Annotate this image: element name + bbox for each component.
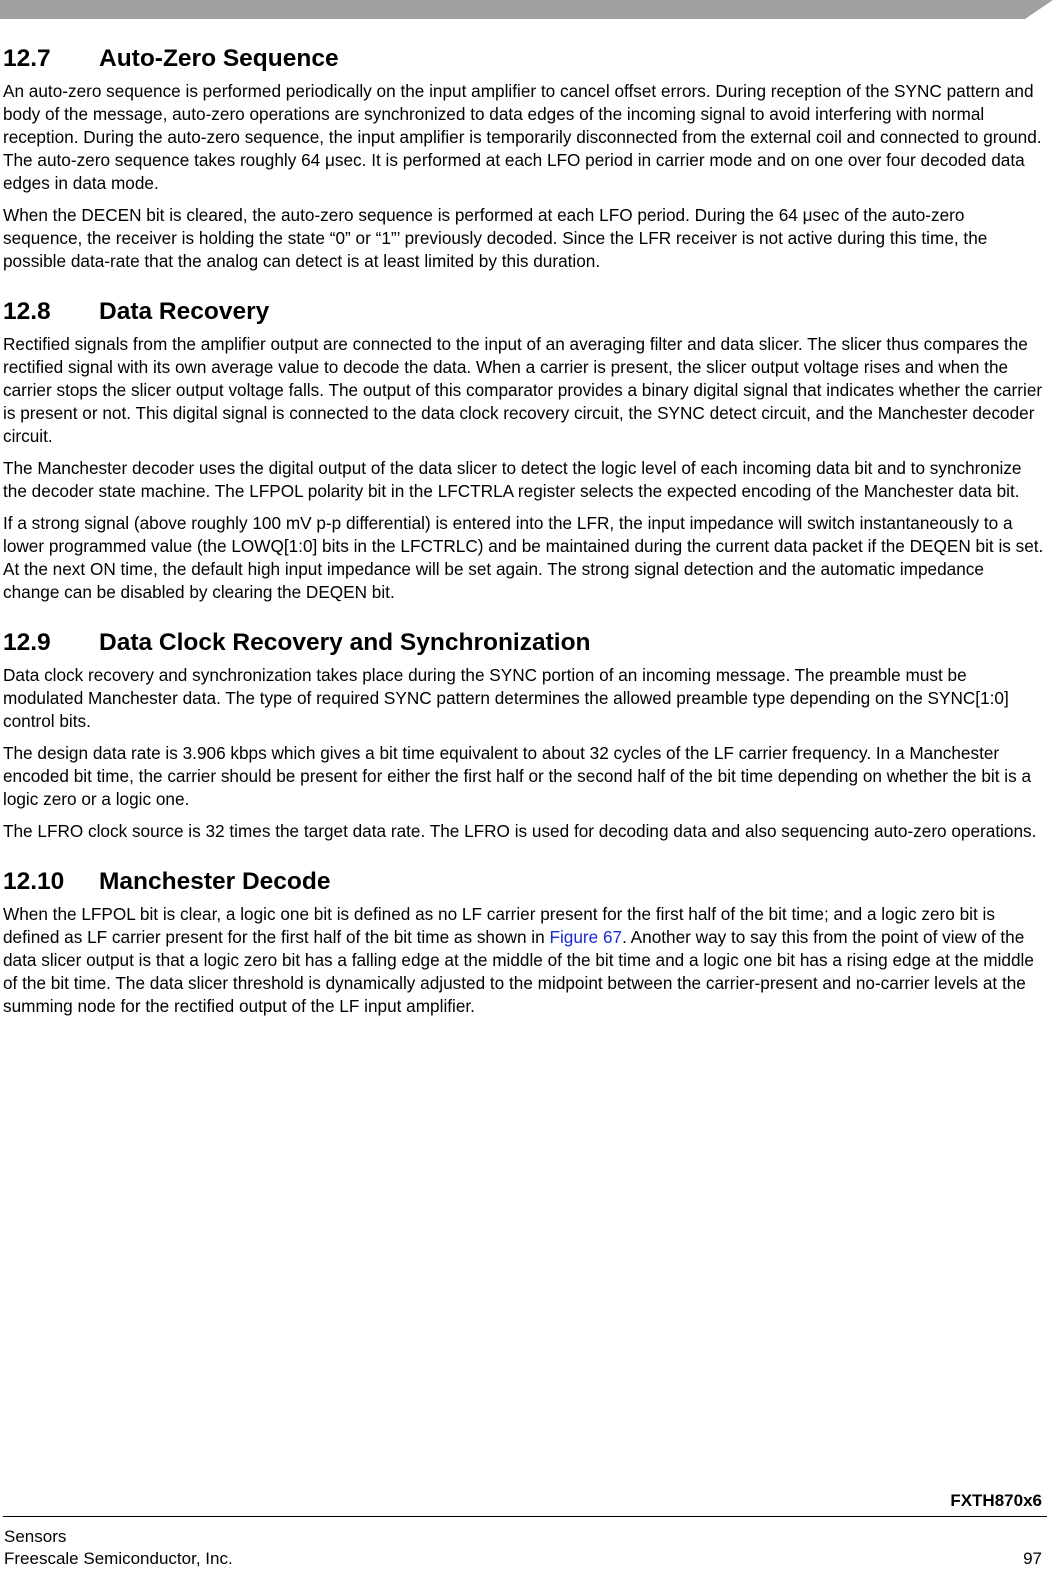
section-title: Data Clock Recovery and Synchronization (99, 629, 591, 656)
section-number: 12.7 (3, 45, 51, 72)
section-heading (3, 867, 1045, 897)
footer-divider (3, 1516, 1047, 1517)
paragraph: The design data rate is 3.906 kbps which gives a bit time equivalent to about 32 cycles of the LF carrier frequency. In a Manchester encoded bit time, the carrier should be present for either the first half or the second half of the bit time depending on whether the bit is a logic zero or a logic one. (3, 743, 1032, 809)
figure-67-link[interactable]: Figure 67 (549, 927, 623, 947)
document-id: FXTH870x6 (950, 1491, 1042, 1510)
section-heading (3, 297, 1045, 327)
section-number: 12.9 (3, 629, 51, 656)
section-12-9 (3, 628, 1045, 843)
paragraph: An auto-zero sequence is performed periodically on the input amplifier to cancel offset errors. During reception of the SYNC pattern and body of the message, auto-zero operations are synchronized to data edges of the incoming signal to avoid interfering with normal reception. During the auto-zero sequence, the input amplifier is temporarily disconnected from the external coil and connected to ground. The auto-zero sequence takes roughly 64 μsec. It is performed at each LFO period in carrier mode and on one over four decoded data edges in data mode. (3, 81, 1042, 193)
section-title: Auto-Zero Sequence (99, 45, 339, 72)
footer-category: Sensors (4, 1527, 67, 1546)
section-12-7 (3, 44, 1045, 273)
section-12-8 (3, 297, 1045, 604)
section-12-10 (3, 867, 1045, 1018)
section-heading (3, 44, 1045, 74)
section-number: 12.10 (3, 868, 65, 895)
page-content (3, 44, 1045, 1042)
section-number: 12.8 (3, 298, 51, 325)
paragraph: The Manchester decoder uses the digital output of the data slicer to detect the logic level of each incoming data bit and to synchronize the decoder state machine. The LFPOL polarity bit in the LFCTRLA register selects the expected encoding of the Manchester data bit. (3, 458, 1022, 501)
paragraph-text: . Another way to say this from the point of view of the data slicer output is that a logic zero bit has a falling edge at the middle of the bit time and a logic one bit has a rising edge at the middle of the bit time. The data slicer threshold is dynamically adjusted to the midpoint between the carrier-present and no-carrier levels at the summing node for the rectified output of the LF input amplifier. (3, 927, 1034, 1016)
header-band (0, 0, 1053, 19)
section-heading (3, 628, 1045, 658)
paragraph: If a strong signal (above roughly 100 mV p-p differential) is entered into the LFR, the input impedance will switch instantaneously to a lower programmed value (the LOWQ[1:0] bits in the LFCTRLC) and be maintained during the current data packet if the DEQEN bit is set. At the next ON time, the default high input impedance will be set again. The strong signal detection and the automatic impedance change can be disabled by clearing the DEQEN bit. (3, 513, 1044, 602)
paragraph (3, 903, 1045, 1018)
paragraph: Data clock recovery and synchronization takes place during the SYNC portion of an incoming message. The preamble must be modulated Manchester data. The type of required SYNC pattern determines the allowed preamble type depending on the SYNC[1:0] control bits. (3, 665, 1009, 731)
paragraph-text: When the LFPOL bit is clear, a logic one bit is defined as no LF carrier present for the first half of the bit time; and a logic zero bit is defined as LF carrier present for the first half of the bit time as shown in (3, 904, 995, 947)
paragraph: When the DECEN bit is cleared, the auto-zero sequence is performed at each LFO period. During the 64 μsec of the auto-zero sequence, the receiver is holding the state “0” or “1”’ previously decoded. Since the LFR receiver is not active during this time, the possible data-rate that the analog can detect is at least limited by this duration. (3, 205, 988, 271)
page-number: 97 (1023, 1549, 1042, 1568)
paragraph: Rectified signals from the amplifier output are connected to the input of an averaging filter and data slicer. The slicer thus compares the rectified signal with its own average value to decode the data. When a carrier is present, the slicer output voltage rises and when the carrier stops the slicer output voltage falls. The output of this comparator provides a binary digital signal that indicates whether the carrier is present or not. This digital signal is connected to the data clock recovery circuit, the SYNC detect circuit, and the Manchester decoder circuit. (3, 334, 1043, 446)
section-title: Data Recovery (99, 298, 270, 325)
footer-company: Freescale Semiconductor, Inc. (4, 1549, 233, 1568)
section-title: Manchester Decode (99, 868, 331, 895)
paragraph: The LFRO clock source is 32 times the target data rate. The LFRO is used for decoding data and also sequencing auto-zero operations. (3, 821, 1037, 841)
